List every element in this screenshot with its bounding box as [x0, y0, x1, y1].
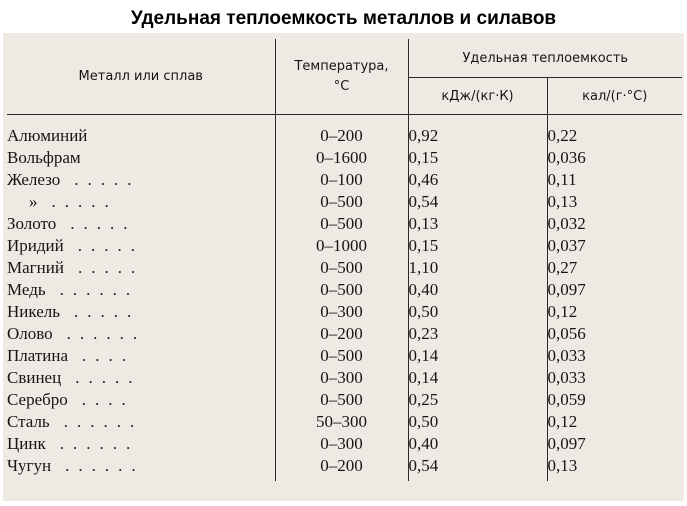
metal-name: Алюминий: [7, 126, 88, 145]
temperature-cell: 0–500: [275, 213, 408, 235]
cal-value-cell: 0,11: [547, 170, 577, 189]
temperature-cell: 50–300: [275, 411, 408, 433]
cal-value-cell: 0,097: [547, 434, 586, 453]
table-row: [7, 115, 682, 148]
temperature-cell: 0–500: [275, 389, 408, 411]
metal-cell: [7, 213, 275, 235]
temperature-cell: 0–500: [275, 257, 408, 279]
metal-cell: [7, 411, 275, 433]
cal-value-cell: 0,27: [547, 258, 578, 277]
temperature-cell: 0–200: [275, 115, 408, 148]
metal-name: Магний: [7, 258, 64, 277]
cal-value-cell: 0,12: [547, 302, 578, 321]
table-row: [7, 191, 682, 213]
cal-value-cell: 0,097: [547, 280, 586, 299]
metal-name: Свинец: [7, 368, 62, 387]
table-row: [7, 367, 682, 389]
table-row: [7, 301, 682, 323]
kj-value-cell: 1,10: [408, 257, 547, 279]
cal-value-cell: 0,22: [547, 126, 578, 145]
temperature-cell: 0–200: [275, 455, 408, 481]
cal-value-cell: 0,056: [547, 324, 586, 343]
kj-value-cell: 0,54: [408, 191, 547, 213]
metal-cell: [7, 169, 275, 191]
metal-cell: [7, 433, 275, 455]
cal-value-cell: 0,033: [547, 346, 586, 365]
leader-dots: .....: [74, 170, 141, 189]
metal-name: Железо: [7, 170, 61, 189]
metal-name: Платина: [7, 346, 69, 365]
kj-value-cell: 0,14: [408, 345, 547, 367]
table-row: [7, 235, 682, 257]
leader-dots: ......: [59, 280, 140, 299]
leader-dots: ....: [82, 346, 136, 365]
cal-value-cell: 0,032: [547, 214, 586, 233]
metal-name: Вольфрам: [7, 148, 81, 167]
metal-cell: [7, 367, 275, 389]
table-row: [7, 169, 682, 191]
leader-dots: .....: [75, 368, 142, 387]
metal-cell: [7, 257, 275, 279]
kj-value-cell: 0,92: [408, 115, 547, 148]
temperature-cell: 0–200: [275, 323, 408, 345]
leader-dots: .....: [77, 236, 144, 255]
metal-cell: [7, 115, 275, 148]
metal-cell: [7, 345, 275, 367]
column-header-specific-heat: Удельная теплоемкость: [408, 39, 682, 78]
cal-value-cell: 0,059: [547, 390, 586, 409]
table-row: [7, 279, 682, 301]
temperature-cell: 0–500: [275, 345, 408, 367]
kj-value-cell: 0,40: [408, 433, 547, 455]
leader-dots: .....: [77, 258, 145, 277]
table-row: [7, 433, 682, 455]
table-body: [7, 115, 682, 482]
metal-cell: [7, 301, 275, 323]
column-header-cal-per-g-c: кал/(г·°С): [547, 78, 682, 115]
temperature-cell: 0–100: [275, 169, 408, 191]
table-row: [7, 213, 682, 235]
metal-name: Никель: [7, 302, 60, 321]
kj-value-cell: 0,14: [408, 367, 547, 389]
cal-value-cell: 0,037: [547, 236, 586, 255]
kj-value-cell: 0,15: [408, 147, 547, 169]
table-row: [7, 257, 682, 279]
column-header-metal: Металл или сплав: [7, 39, 275, 115]
table-row: [7, 323, 682, 345]
leader-dots: .....: [70, 214, 137, 233]
cal-value-cell: 0,13: [547, 192, 578, 211]
metal-name: Медь: [7, 280, 46, 299]
metal-name: Сталь: [7, 412, 50, 431]
kj-value-cell: 0,25: [408, 389, 547, 411]
table-row: [7, 411, 682, 433]
cal-value-cell: 0,036: [547, 148, 586, 167]
metal-cell: [7, 191, 275, 213]
temperature-cell: 0–300: [275, 433, 408, 455]
metal-cell: [7, 147, 275, 169]
temperature-cell: 0–500: [275, 279, 408, 301]
cal-value-cell: 0,12: [547, 412, 578, 431]
leader-dots: ......: [63, 412, 144, 431]
leader-dots: ....: [81, 390, 135, 409]
table-row: [7, 345, 682, 367]
specific-heat-table: [7, 39, 682, 481]
kj-value-cell: 0,23: [408, 323, 547, 345]
temperature-cell: 0–1000: [275, 235, 408, 257]
temperature-cell: 0–300: [275, 367, 408, 389]
metal-name: Золото: [7, 214, 57, 233]
metal-cell: [7, 323, 275, 345]
kj-value-cell: 0,46: [408, 169, 547, 191]
temperature-header-label: Температура,: [294, 58, 389, 74]
leader-dots: .....: [74, 302, 141, 321]
metal-name: Олово: [7, 324, 53, 343]
leader-dots: ......: [66, 324, 147, 343]
cal-value-cell: 0,033: [547, 368, 586, 387]
kj-value-cell: 0,54: [408, 455, 547, 481]
leader-dots: ......: [59, 434, 140, 453]
temperature-cell: 0–300: [275, 301, 408, 323]
metal-name: Серебро: [7, 390, 68, 409]
table-row: [7, 455, 682, 481]
metal-name: Цинк: [7, 434, 46, 453]
temperature-cell: 0–500: [275, 191, 408, 213]
metal-name: Иридий: [7, 236, 64, 255]
leader-dots: ......: [65, 456, 145, 475]
temperature-cell: 0–1600: [275, 147, 408, 169]
page-title: Удельная теплоемкость металлов и силавов: [130, 8, 557, 29]
metal-cell: [7, 279, 275, 301]
kj-value-cell: 0,15: [408, 235, 547, 257]
kj-value-cell: 0,40: [408, 279, 547, 301]
leader-dots: .....: [51, 192, 118, 211]
metal-name: »: [29, 192, 38, 211]
table-row: [7, 147, 682, 169]
metal-cell: [7, 455, 275, 481]
column-header-temperature: [275, 39, 408, 115]
metal-cell: [7, 389, 275, 411]
kj-value-cell: 0,50: [408, 301, 547, 323]
metal-cell: [7, 235, 275, 257]
temperature-header-unit: °С: [333, 78, 350, 94]
table-row: [7, 389, 682, 411]
cal-value-cell: 0,13: [547, 456, 578, 475]
kj-value-cell: 0,50: [408, 411, 547, 433]
kj-value-cell: 0,13: [408, 213, 547, 235]
column-header-kj-per-kg-k: кДж/(кг·К): [408, 78, 547, 115]
metal-name: Чугун: [7, 456, 52, 475]
